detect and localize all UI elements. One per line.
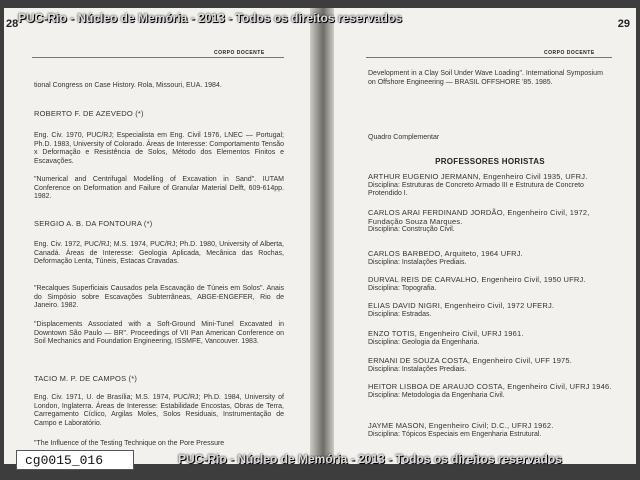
entry-name-line: ELIAS DAVID NIGRI, Engenheiro Civil, 1972 UFERJ. [368,301,555,310]
entry-discipline: Disciplina: Tópicos Especiais em Engenharia Estrutural. [368,430,542,438]
book-gutter [310,8,334,464]
page-number-left: 28 [6,18,19,30]
faculty-entry [368,330,612,347]
entry-discipline: Disciplina: Estradas. [368,310,432,318]
watermark-bottom: PUC-Rio - Núcleo de Memória - 2013 - Todos os direitos reservados [178,452,562,466]
entry-name-line: HEITOR LISBOA DE ARAUJO COSTA, Engenheiro Civil, UFRJ 1946. [368,382,612,391]
faculty-bio: Eng. Civ. 1970, PUC/RJ; Especialista em Eng. Civil 1976, LNEC — Portugal; Ph.D. 1983, University of Colorado. Áreas de Interesse: Comportamento Tensão x Deformação e Resistência de Solos, Método dos Elementos Finitos e Escavações. [34,132,284,165]
header-rule-right [366,57,612,58]
faculty-entry [368,276,612,293]
entry-discipline: Disciplina: Instalações Prediais. [368,258,467,266]
left-page [4,8,310,464]
entry-discipline: Disciplina: Metodologia da Engenharia Civil. [368,391,505,399]
running-header-right: CORPO DOCENTE [544,50,595,56]
entry-name-line: ARTHUR EUGENIO JERMANN, Engenheiro Civil 1935, UFRJ. [368,172,588,181]
faculty-entry [368,357,612,374]
entry-name-line: JAYME MASON, Engenheiro Civil; D.C., UFRJ 1962. [368,421,554,430]
entry-discipline: Disciplina: Construção Civil. [368,226,455,233]
image-id-label: cg0015_016 [16,450,134,470]
entry-name-line: CARLOS ARAI FERDINAND JORDÃO, Engenheiro Civil, 1972, Fundação Souza Marques. [368,208,590,226]
header-rule-left [32,57,284,58]
entry-name-line: ERNANI DE SOUZA COSTA, Engenheiro Civil, UFF 1975. [368,356,573,365]
entry-name-line: ENZO TOTIS, Engenheiro Civil, UFRJ 1961. [368,329,524,338]
entry-name-line: CARLOS BARBEDO, Arquiteto, 1964 UFRJ. [368,249,523,258]
entry-discipline: Disciplina: Topografia. [368,284,437,292]
page-number-right: 29 [617,18,630,30]
faculty-name: TACIO M. P. DE CAMPOS (*) [34,374,138,383]
faculty-name: SERGIO A. B. DA FONTOURA (*) [34,219,153,228]
faculty-entry [368,422,612,439]
entry-discipline: Disciplina: Estruturas de Concreto Armado III e Estrutura de Concreto Protendido I. [368,181,584,197]
entry-discipline: Disciplina: Geologia da Engenharia. [368,338,480,346]
faculty-name: ROBERTO F. DE AZEVEDO (*) [34,109,144,118]
faculty-publication: "Recalques Superficiais Causados pela Escavação de Túneis em Solos". Anais do Simpósio sobre Escavações Subterrâneas, ABGE-ENGEFER, Rio de Janeiro. 1982. [34,285,284,309]
faculty-entry [368,302,612,319]
right-page [334,8,636,464]
faculty-publication: "The Influence of the Testing Technique on the Pore Pressure [34,440,225,447]
watermark-top: PUC-Rio - Núcleo de Memória - 2013 - Todos os direitos reservados [18,11,402,25]
section-label: Quadro Complementar [368,134,440,141]
faculty-entry [368,209,612,235]
faculty-bio: Eng. Civ. 1971, U. de Brasília; M.S. 1974, PUC/RJ; Ph.D. 1984, University of London, Inglaterra. Áreas de Interesse: Estabilidade Encostas, Obras de Terra, Carregamento Cíclico, Argilas Moles, Solos Residuais, Instrumentação de Campo e Laboratório. [34,394,284,427]
faculty-entry [368,173,612,199]
continuation-text-right: Development in a Clay Soil Under Wave Loading". International Symposium on Offshore Engineering — BRASIL OFFSHORE '85. 1985. [368,70,603,86]
section-title: PROFESSORES HORISTAS [435,157,545,166]
faculty-bio: Eng. Civ. 1972, PUC/RJ; M.S. 1974, PUC/RJ; Ph.D. 1980, University of Alberta, Canadá. Áreas de Interesse: Geologia Aplicada, Mecânica das Rochas, Deformação Lenta, Túneis, Estacas Cravadas. [34,241,284,265]
faculty-publication: "Displacements Associated with a Soft-Ground Mini-Tunel Excavated in Downtown São Paulo — BR". Proceedings of VII Pan American Conference on Soil Mechanics and Foundation Engineering, ISSMFE, Vancouver. 1983. [34,321,284,345]
faculty-publication: "Numerical and Centrifugal Modelling of Excavation in Sand". IUTAM Conference on Deformation and Failure of Granular Material Delft, 609-614pp. 1982. [34,176,284,200]
faculty-entry [368,250,612,267]
faculty-entry [368,383,612,400]
continuation-text-left: tional Congress on Case History. Rola, Missouri, EUA. 1984. [34,82,222,89]
running-header-left: CORPO DOCENTE [214,50,265,56]
entry-discipline: Disciplina: Instalações Prediais. [368,365,467,373]
entry-name-line: DURVAL REIS DE CARVALHO, Engenheiro Civil, 1950 UFRJ. [368,275,586,284]
